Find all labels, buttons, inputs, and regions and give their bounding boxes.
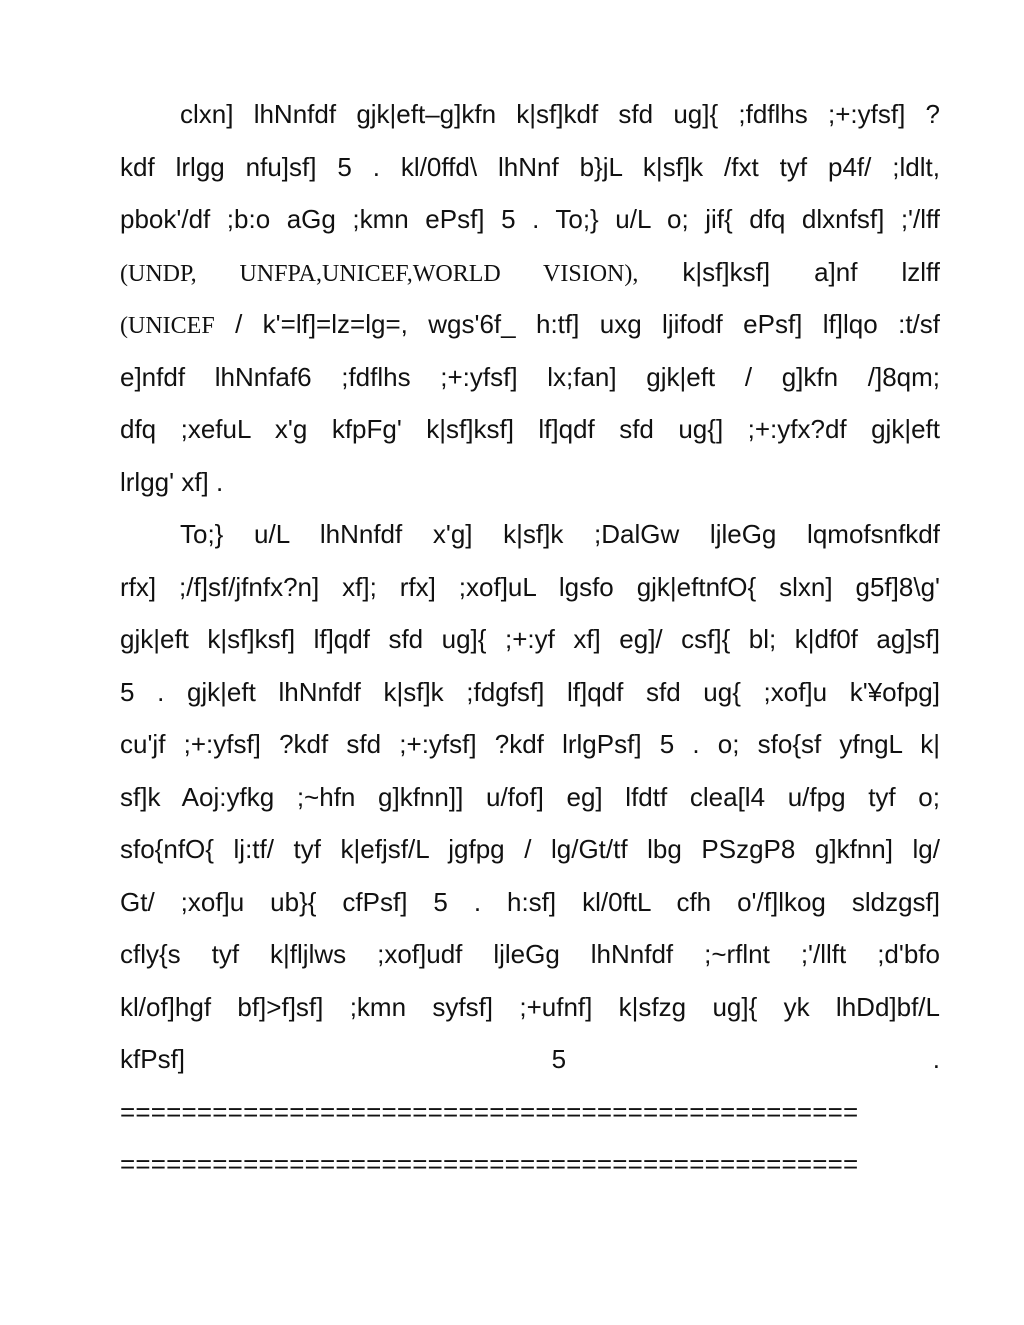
text-segment: k|sf]ksf] a]nf lzlff	[638, 256, 940, 287]
text-line: kl/of]hgf bf]>f]sf] ;kmn syfsf] ;+ufnf] k|sfzg ug]{ yk lhDd]bf/L	[120, 991, 940, 1022]
text-line-final	[120, 1033, 940, 1086]
text-line: sf]k Aoj:yfkg ;~hfn g]kfnn]] u/fof] eg] lfdtf clea[l4 u/fpg tyf o;	[120, 781, 940, 812]
text-line: gjk|eft k|sf]ksf] lf]qdf sfd ug]{ ;+:yf xf] eg]/ csf]{ bl; k|df0f ag]sf]	[120, 624, 940, 654]
text-line: kdf lrlgg nfu]sf] 5 . kl/0ffd\ lhNnf b}jL k|sf]k /fxt tyf p4f/ ;ldlt,	[120, 151, 940, 182]
paragraph-2	[120, 508, 940, 1086]
text-line: cu'jf ;+:yfsf] ?kdf sfd ;+:yfsf] ?kdf lrlgPsf] 5 . o; sfo{sf yfngL k|	[120, 729, 940, 759]
text-segment: / k'=lf]=lz=lg=, wgs'6f_ h:tf] uxg ljifodf ePsf] lf]lqo :t/sf	[214, 309, 940, 339]
document-page	[120, 88, 940, 1191]
text-line: cfly{s tyf k|fljlws ;xof]udf ljleGg lhNnfdf ;~rflnt ;'/llft ;d'bfo	[120, 939, 940, 969]
text-segment: 5	[551, 1044, 567, 1074]
text-line: sfo{nfO{ lj:tf/ tyf k|efjsf/L jgfpg / lg/Gt/tf lbg PSzgP8 g]kfnn] lg/	[120, 834, 940, 864]
text-line: Gt/ ;xof]u ub}{ cfPsf] 5 . h:sf] kl/0ftL cfh o'/f]lkog sldzgsf]	[120, 886, 940, 917]
text-line: To;} u/L lhNnfdf x'g] k|sf]k ;DalGw ljleGg lqmofsnfkdf	[180, 519, 940, 549]
text-line: lrlgg' xf] .	[120, 466, 224, 497]
text-line	[120, 246, 940, 299]
text-segment: kfPsf]	[120, 1044, 186, 1074]
text-line: rfx] ;/f]sf/jfnfx?n] xf]; rfx] ;xof]uL lgsfo gjk|eftnfO{ slxn] g5f]8\g'	[120, 571, 940, 602]
organization-name: (UNICEF	[120, 313, 215, 339]
text-line: dfq ;xefuL x'g kfpFg' k|sf]ksf] lf]qdf sfd ug{] ;+:yfx?df gjk|eft	[120, 414, 940, 444]
paragraph-1	[120, 88, 940, 508]
text-line: e]nfdf lhNnfaf6 ;fdflhs ;+:yfsf] lx;fan] gjk|eft / g]kfn /]8qm;	[120, 361, 940, 392]
text-line: 5 . gjk|eft lhNnfdf k|sf]k ;fdgfsf] lf]qdf sfd ug{ ;xof]u k'¥ofpg]	[120, 676, 940, 707]
organization-list: (UNDP, UNFPA,UNICEF,WORLD VISION),	[120, 260, 639, 287]
text-line: pbok'/df ;b:o aGg ;kmn ePsf] 5 . To;} u/L o; jif{ dfq dlxnfsf] ;'/lff	[120, 204, 940, 234]
separator-rule: ================================================	[120, 1149, 859, 1179]
text-line: clxn] lhNnfdf gjk|eft–g]kfn k|sf]kdf sfd ug]{ ;fdflhs ;+:yfsf] ?	[180, 99, 940, 129]
text-segment: .	[932, 1044, 940, 1074]
text-line	[120, 298, 940, 351]
separator-rule: ================================================	[120, 1096, 859, 1127]
